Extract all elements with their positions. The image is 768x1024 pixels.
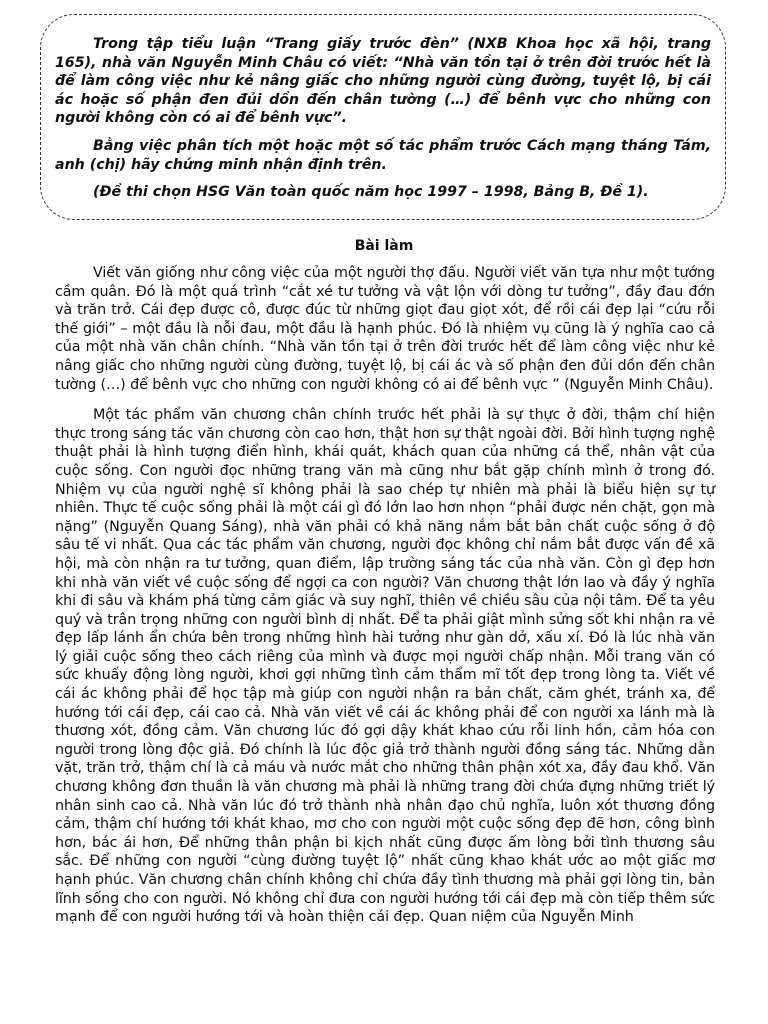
essay-body [55,264,715,939]
answer-heading: Bài làm [354,238,414,254]
essay-paragraph-1: Viết văn giống như công việc của một người thợ đấu. Người viết văn tựa như một tướng cầm quân. Đó là một quá trình “cắt xé tư tưởng và vật lộn với dòng tư tưởng”, đầy đau đớn và trăn trở. Cái đẹp được cô, được đúc từ những giọt đau giọt xót, để rồi cái đẹp lại “cứu rỗi thế giới” – một đầu là nỗi đau, một đầu là hạnh phúc. Đó là nhiệm vụ cũng là ý nghĩa cao cả của một nhà văn chân chính. “Nhà văn tồn tại ở trên đời trước hết để làm công việc như kẻ nâng giấc cho những người cùng đường, tuyệt lộ, bị cái ác và số phận đen đủi dồn đến chân tường (…) để bênh vực cho những con người không có ai để bênh vực ” (Nguyễn Minh Châu). [55,265,715,393]
prompt-task-paragraph: Bằng việc phân tích một hoặc một số tác phẩm trước Cách mạng tháng Tám, anh (chị) hãy chứng minh nhận định trên. [55,137,711,173]
essay-paragraph-2: Một tác phẩm văn chương chân chính trước hết phải là sự thực ở đời, thậm chí hiện thực trong sáng tác văn chương còn cao hơn, thật hơn sự thật ngoài đời. Bởi hình tượng nghệ thuật phải là hình tượng điển hình, khái quát, khách quan của những cá thể, nhân vật của cuộc sống. Con người đọc những trang văn mà cũng như bắt gặp chính mình ở trong đó. Nhiệm vụ của người nghệ sĩ không phải là sao chép tự nhiên mà phải là biểu hiện sự tự nhiên. Thực tế cuộc sống phải là một cái gì đó lớn lao hơn nhọn “phải được nén chặt, gọn mà nặng” (Nguyễn Quang Sáng), nhà văn phải có khả năng nắm bắt bản chất cuộc sống ở độ sâu tế vi nhất. Qua các tác phẩm văn chương, người đọc không chỉ nắm bắt được vấn đề xã hội, mà còn nhận ra tư tưởng, quan điểm, lập trường sáng tác của nhà văn. Còn gì đẹp hơn khi nhà văn viết về cuộc sống để ngợi ca con người? Văn chương thật lớn lao và đầy ý nghĩa khi đi sâu và khám phá từng cảm giác và suy nghĩ, thiên về chiều sâu của nội tâm. Để ta yêu quý và trân trọng những con người bình dị nhất. Để ta phải giật mình sửng sốt khi nhận ra vẻ đẹp lấp lánh ẩn chứa bên trong những hình hài tưởng như gàn dở, xấu xí. Đó là lúc nhà văn lý giải cuộc sống theo cách riêng của mình và được mọi người chấp nhận. Mỗi trang văn có sức khuấy động lòng người, khơi gợi những tình cảm thẩm mĩ tốt đẹp trong lòng ta. Viết về cái ác không phải để học tập mà giúp con người nhận ra bản chất, căm ghét, tránh xa, để hướng tới cái đẹp, cái cao cả. Nhà văn viết về cái ác không phải để con người xa lánh mà là thương xót, đồng cảm. Văn chương lúc đó gợi dậy khát khao cứu rỗi linh hồn, cảm hóa con người trong lòng độc giả. Đó chính là lúc độc giả trở thành người đồng sáng tác. Những dằn vặt, trăn trở, thậm chí là cả máu và nước mắt cho những thân phận xót xa, đầy đau khổ. Văn chương không đơn thuần là văn chương mà phải là những trang đời chứa đựng những triết lý nhân sinh cao cả. Nhà văn lúc đó trở thành nhà nhân đạo chủ nghĩa, luôn xót thương đồng cảm, thậm chí hướng tới khát khao, mơ cho con người một cuộc sống đẹp đẽ hơn, công bình hơn, bác ái hơn, Để những thân phận bi kịch nhất cũng được ấm lòng bởi tình thương sâu sắc. Để những con người “cùng đường tuyệt lộ” nhất cũng khao khát ước ao một giấc mơ hạnh phúc. Văn chương chân chính không chỉ chứa đầy tình thương mà phải gợi lòng tin, bản lĩnh sống cho con người. Nó không chỉ đưa con người hướng tới cái đẹp mà còn tiếp thêm sức mạnh để con người hướng tới và hoàn thiện cái đẹp. Quan niệm của Nguyễn Minh [55,407,715,926]
exam-prompt-box [40,14,726,220]
prompt-quote-paragraph: Trong tập tiểu luận “Trang giấy trước đèn” (NXB Khoa học xã hội, trang 165), nhà văn Nguyễn Minh Châu có viết: “Nhà văn tồn tại ở trên đời trước hết là để làm công việc như kẻ nâng giấc cho những người cùng đường, tuyệt lộ, bị cái ác hoặc số phận đen đủi dồn đến chân tường (…) để bênh vực cho những con người không còn có ai để bênh vực”. [55,36,711,127]
prompt-source-paragraph: (Đề thi chọn HSG Văn toàn quốc năm học 1997 – 1998, Bảng B, Đề 1). [93,184,649,201]
